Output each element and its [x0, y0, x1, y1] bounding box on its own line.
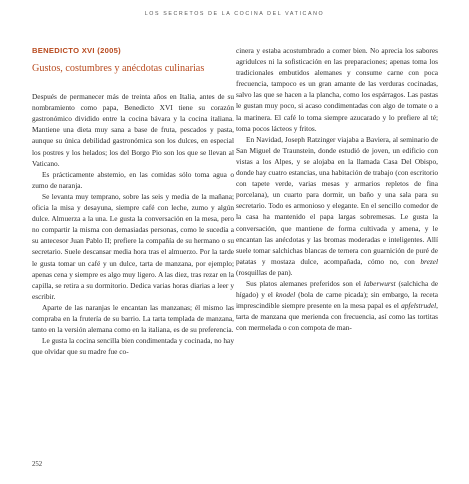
paragraph: Después de permanecer más de treinta años en Italia, antes de su nombramiento como papa, Benedicto XVI tiene su corazón gastronómico dividido entre la cocina bávara y la cocina italiana. Mantiene una dieta muy sana a base de fruta, pescados y pasta, aunque su única debilidad gastronómica son los dulces, en especial los postres y los helados; los del Borgo Pio son los que se llevan al Vaticano.: [32, 92, 234, 168]
paragraph: [236, 134, 438, 278]
paragraph: Es prácticamente abstemio, en las comidas sólo toma agua o zumo de naranja.: [32, 169, 234, 190]
paragraph: Aparte de las naranjas le encantan las manzanas; él mismo las compraba en la frutería de su barrio. La tarta templada de manzana, tanto en la versión alemana como en la italiana, es de su preferencia.: [32, 302, 234, 335]
paragraph: Se levanta muy temprano, sobre las seis y media de la mañana; oficia la misa y desayuna, siempre café con leche, zumo y algún dulce. Almuerza a la una. Le gusta la conversación en la mesa, pero no compartir la misma con demasiadas personas, como le sucedía a su antecesor Juan Pablo II; prefiere la compañía de su hermano o su secretario. Suele descansar media hora tras el almuerzo. Por la tarde le gusta tomar un café y un dulce, tarta de manzana, por ejemplo; apenas cena y siempre es algo muy ligero. A las diez, tras rezar en la capilla, se retira a su dormitorio. Dedica varias horas diarias a leer y escribir.: [32, 191, 234, 301]
right-column: [236, 45, 438, 333]
paragraph: [236, 278, 438, 333]
running-head: LOS SECRETOS DE LA COCINA DEL VATICANO: [144, 11, 325, 17]
paragraph-text: (bola de carne picada); sin embargo, la receta imprescindible siempre presente en la mesa papal es el: [236, 290, 438, 311]
term-laberwurst: laberwurst: [363, 278, 396, 288]
section-label: BENEDICTO XVI (2005): [32, 46, 121, 55]
term-knodel: knodel: [275, 290, 296, 300]
paragraph-text: (rosquillas de pan).: [236, 267, 293, 277]
paragraph: Le gusta la cocina sencilla bien condimentada y cocinada, no hay que olvidar que su madre fue co-: [32, 336, 234, 357]
paragraph: cinera y estaba acostumbrado a comer bien. No aprecia los sabores agridulces ni la sofisticación en las preparaciones; apenas toma los tradicionales embutidos alemanes y consume carne con poca frecuencia, tampoco es un gran amante de las verduras cocinadas, salvo las que se hacen a la plancha, como los espárragos. Las pastas le gustan muy poco, si acaso condimentadas con algo de tomate o a la marinera. El café lo toma siempre azucarado y lo prefiere al té; toma pocos lácteos y fritos.: [236, 46, 438, 133]
paragraph-text: En Navidad, Joseph Ratzinger viajaba a Baviera, al seminario de San Miguel de Traunstein, donde estudió de joven, un edificio con vistas a los Alpes, y se alojaba en la llamada Casa Del Obispo, donde hay cuatro estancias, una habitación de trabajo (con escritorio con tapete verde, varias mesas y armarios repletos de fina porcelana), un cuarto para dormir, un baño y una sala para su secretario. Todo es armonioso y elegante. En el sencillo comedor de la casa ha mantenido el papa largas sobremesas. Le gusta la conversación, que mantiene de forma cultivada y amena, y le encantan las anécdotas y las bromas moderadas e inteligentes. Allí suele tomar salchichas blancas de ternera con guarnición de puré de patatas y mostaza dulce, acompañada, cómo no, con: [236, 134, 438, 266]
page-number: 252: [32, 461, 43, 468]
paragraph-text: , tarta de manzana que merienda con frecuencia, así como las tortitas con mermelada o con compota de man-: [236, 301, 438, 333]
paragraph-text: (salchicha de hígado) y el: [236, 278, 439, 300]
left-column: [32, 45, 234, 357]
chapter-title: Gustos, costumbres y anécdotas culinarias: [32, 63, 205, 75]
term-apfelstrudel: apfelstrudel: [401, 301, 437, 311]
paragraph-text: Sus platos alemanes preferidos son el: [246, 278, 364, 288]
term-brezel: brezel: [420, 256, 438, 266]
